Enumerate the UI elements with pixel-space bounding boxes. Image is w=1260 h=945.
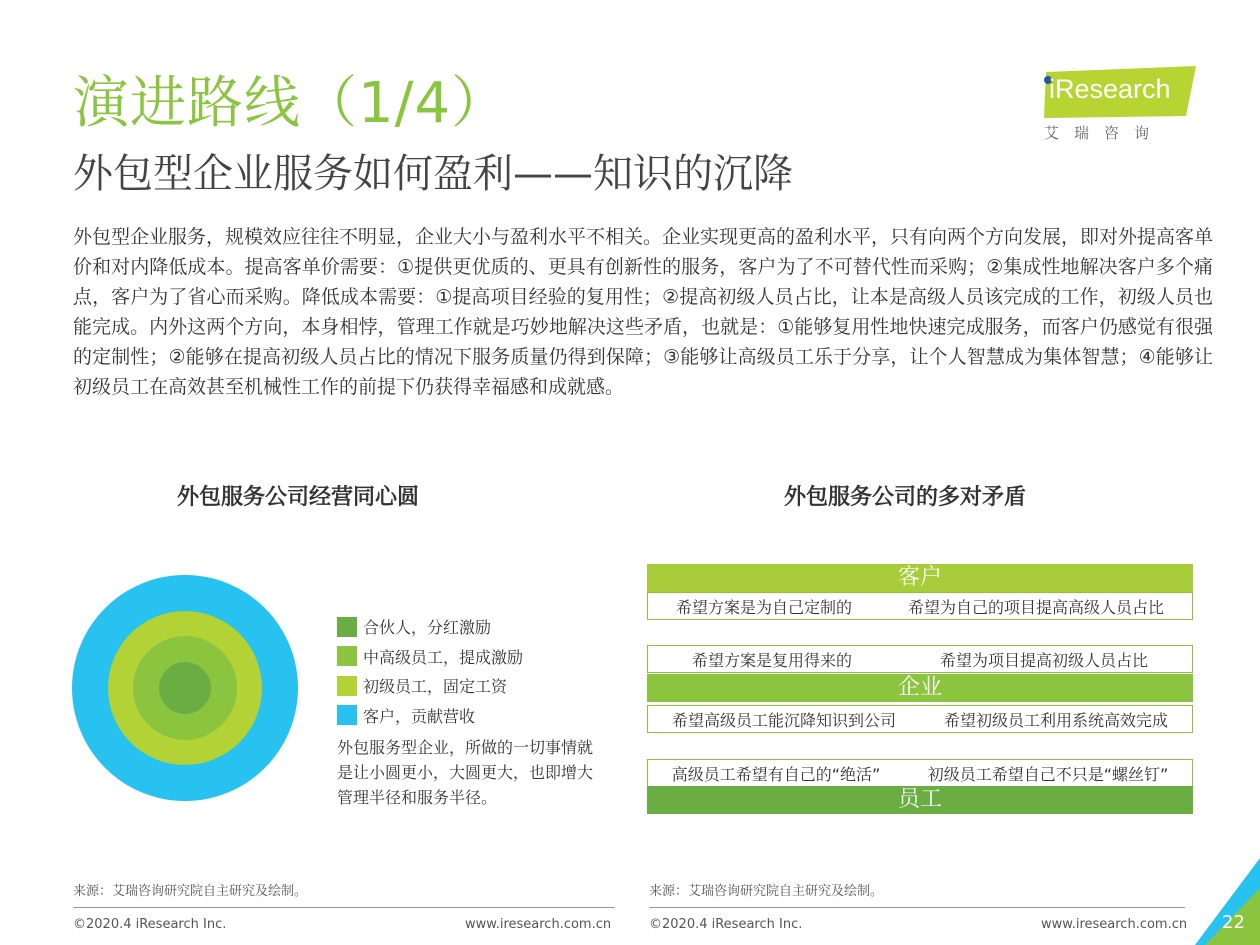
- company-band: 企业: [647, 674, 1193, 702]
- legend-swatch: [337, 676, 357, 696]
- left-source-note: 来源：艾瑞咨询研究院自主研究及绘制。: [73, 884, 308, 899]
- legend-label: 中高级员工，提成激励: [363, 647, 524, 667]
- logo-chinese-name: 艾瑞咨询: [1044, 124, 1165, 142]
- circle-note: 外包服务型企业，所做的一切事情就是让小圆更小，大圆更大，也即增大管理半径和服务半径。: [337, 738, 594, 807]
- page-number: 22: [1222, 912, 1245, 933]
- legend-item-partner: [337, 612, 523, 642]
- legend-swatch: [337, 617, 357, 637]
- legend-item-junior: [337, 671, 523, 701]
- left-footer-divider: [73, 907, 615, 908]
- customer-want: 希望方案是为自己定制的: [675, 597, 852, 617]
- legend-item-customer: [337, 701, 523, 731]
- legend-item-senior: [337, 642, 523, 672]
- company-wants-bottom-row: [647, 705, 1193, 733]
- legend-swatch: [337, 646, 357, 666]
- logo-wordmark: iResearch: [1049, 74, 1171, 104]
- company-want: 希望高级员工能沉降知识到公司: [671, 710, 896, 730]
- customer-band: 客户: [647, 564, 1193, 592]
- right-section-title: 外包服务公司的多对矛盾: [784, 485, 1027, 510]
- legend-label: 初级员工，固定工资: [363, 677, 508, 697]
- circle-partner: [159, 662, 211, 714]
- iresearch-logo: [1040, 64, 1200, 144]
- body-paragraph: 外包型企业服务，规模效应往往不明显，企业大小与盈利水平不相关。企业实现更高的盈利水平，只有向两个方向发展，即对外提高客单价和对内降低成本。提高客单价需要：①提供更优质的、更具有创新性的服务，客户为了不可替代性而采购；②集成性地解决客户多个痛点，客户为了省心而采购。降低成本需要：①提高项目经验的复用性；②提高初级人员占比，让本是高级人员该完成的工作，初级人员也能完成。内外这两个方向，本身相悖，管理工作就是巧妙地解决这些矛盾，也就是：①能够复用性地快速完成服务，而客户仍感觉有很强的定制性；②能够在提高初级人员占比的情况下服务质量仍得到保障；③能够让高级员工乐于分享，让个人智慧成为集体智慧；④能够让初级员工在高效甚至机械性工作的前提下仍获得幸福感和成就感。: [73, 226, 1214, 398]
- customer-wants-row: [647, 592, 1193, 620]
- right-copyright: ©2020.4 iResearch Inc.: [649, 917, 803, 932]
- company-want: 希望为项目提高初级人员占比: [939, 650, 1148, 670]
- page-title: 演进路线（1/4）: [73, 71, 509, 136]
- right-source-note: 来源：艾瑞咨询研究院自主研究及绘制。: [649, 884, 884, 899]
- employee-want: 初级员工希望自己不只是“螺丝钉”: [927, 764, 1169, 784]
- page-subtitle: 外包型企业服务如何盈利——知识的沉降: [73, 151, 793, 197]
- concentric-circles-diagram: [72, 575, 298, 801]
- circle-legend: [337, 612, 523, 730]
- employee-band: 员工: [647, 786, 1193, 814]
- legend-swatch: [337, 705, 357, 725]
- left-section-title: 外包服务公司经营同心圆: [177, 485, 420, 510]
- employee-wants-row: [647, 759, 1193, 787]
- customer-want: 希望为自己的项目提高高级人员占比: [907, 597, 1164, 617]
- legend-label: 客户，贡献营收: [363, 706, 476, 726]
- company-want: 希望初级员工利用系统高效完成: [943, 710, 1168, 730]
- right-footer-divider: [649, 907, 1185, 908]
- left-website-link[interactable]: www.iresearch.com.cn: [465, 917, 612, 932]
- right-website-link[interactable]: www.iresearch.com.cn: [1041, 917, 1188, 932]
- company-want: 希望方案是复用得来的: [691, 650, 852, 670]
- company-wants-top-row: [647, 645, 1193, 673]
- employee-want: 高级员工希望有自己的“绝活”: [671, 764, 881, 784]
- left-copyright: ©2020.4 iResearch Inc.: [73, 917, 227, 932]
- legend-label: 合伙人，分红激励: [363, 618, 492, 638]
